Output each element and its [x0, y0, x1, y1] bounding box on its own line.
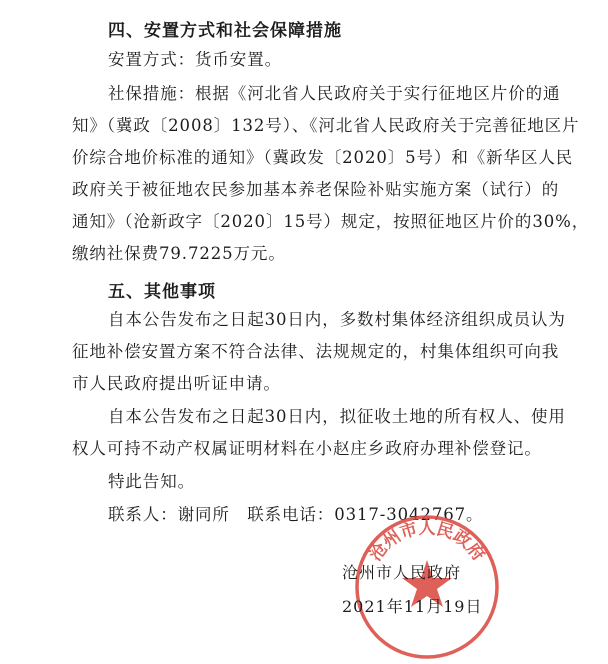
social-security-line-4: 政府关于被征地农民参加基本养老保险补贴实施方案（试行）的 — [72, 180, 560, 199]
registration-paragraph-line-1: 自本公告发布之日起30日内，拟征收土地的所有权人、使用 — [108, 407, 566, 426]
section-5-heading: 五、其他事项 — [108, 282, 216, 302]
section-4-heading: 四、安置方式和社会保障措施 — [108, 21, 342, 41]
signature-organization: 沧州市人民政府 — [342, 563, 462, 582]
resettlement-method-line: 安置方式：货币安置。 — [108, 50, 282, 69]
closing-line: 特此告知。 — [108, 472, 195, 491]
social-security-line-3: 价综合地价标准的通知》（冀政发〔2020〕5号）和《新华区人民 — [72, 148, 574, 167]
official-seal-stamp — [352, 512, 502, 662]
hearing-paragraph-line-1: 自本公告发布之日起30日内，多数村集体经济组织成员认为 — [108, 310, 566, 329]
hearing-paragraph-line-2: 征地补偿安置方案不符合法律、法规规定的，村集体组织可向我 — [72, 342, 560, 361]
seal-ring-text: 沧州市人民政府 — [365, 518, 489, 565]
social-security-line-5: 通知》（沧新政字〔2020〕15号）规定，按照征地区片价的30%， — [72, 212, 590, 231]
contact-line: 联系人：谢同所 联系电话：0317-3042767。 — [108, 505, 484, 524]
signature-date: 2021年11月19日 — [342, 597, 483, 616]
hearing-paragraph-line-3: 市人民政府提出听证申请。 — [72, 374, 281, 393]
social-security-line-1: 社保措施：根据《河北省人民政府关于实行征地区片价的通 — [108, 84, 561, 103]
registration-paragraph-line-2: 权人可持不动产权属证明材料在小赵庄乡政府办理补偿登记。 — [72, 439, 542, 458]
social-security-line-6: 缴纳社保费79.7225万元。 — [72, 244, 286, 263]
social-security-line-2: 知》（冀政〔2008〕132号）、《河北省人民政府关于完善征地区片 — [72, 116, 580, 135]
